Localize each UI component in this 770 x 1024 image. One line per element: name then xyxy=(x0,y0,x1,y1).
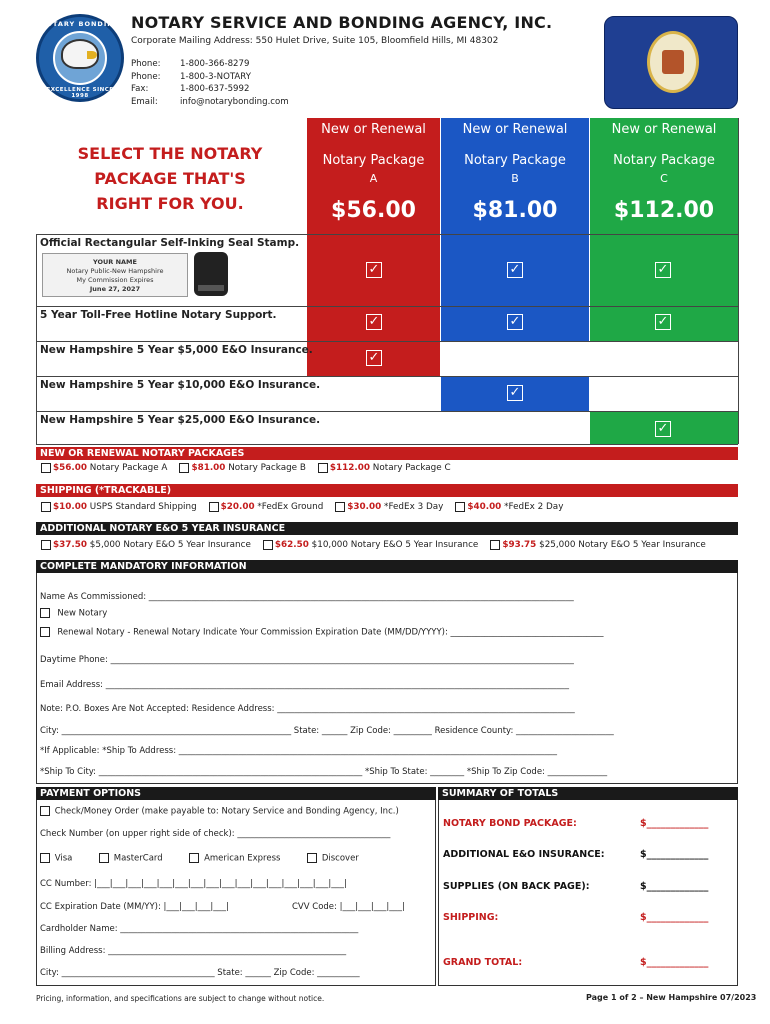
contact-row: Phone: 1-800-366-8279 xyxy=(131,59,250,69)
grid-line xyxy=(36,411,738,412)
package-b-price: $81.00 xyxy=(472,198,558,223)
billing-city-field[interactable]: City: ____________________________________ State: ______ Zip Code: __________ xyxy=(40,968,360,978)
eo-25000-checkbox[interactable] xyxy=(490,540,500,550)
summary-label: NOTARY BOND PACKAGE: xyxy=(443,818,577,829)
feature-eo-5000: New Hampshire 5 Year $5,000 E&O Insurance. xyxy=(40,344,313,356)
seal-bottom-text: EXCELLENCE SINCE 1998 xyxy=(46,87,114,99)
grid-line xyxy=(738,118,739,444)
package-c-column[interactable]: New or Renewal Notary Package C $112.00 xyxy=(590,118,738,444)
check-icon: ✓ xyxy=(366,350,382,366)
package-a-column[interactable]: New or Renewal Notary Package A $56.00 xyxy=(307,118,440,444)
amex-checkbox[interactable] xyxy=(189,853,199,863)
eo-options: $37.50 $5,000 Notary E&O 5 Year Insurance $62.50 $10,000 Notary E&O 5 Year Insurance $93.75 $25,000 Notary E&O 5 Year Insurance xyxy=(41,540,706,550)
payment-options-heading: PAYMENT OPTIONS xyxy=(36,787,436,800)
discover-checkbox[interactable] xyxy=(307,853,317,863)
new-notary-checkbox[interactable] xyxy=(40,608,50,618)
fedex-ground-checkbox[interactable] xyxy=(209,502,219,512)
billing-address-field[interactable]: Billing Address: ________________________________________________________ xyxy=(40,946,347,956)
check-icon: ✓ xyxy=(366,314,382,330)
name-commissioned-field[interactable]: Name As Commissioned: ____________________________________________________________________________________________________ xyxy=(40,592,574,602)
summary-value-field[interactable]: $_____________ xyxy=(640,912,709,923)
stamp-sample: YOUR NAME Notary Public-New Hampshire My Commission Expires June 27, 2027 xyxy=(42,253,188,297)
cc-expiration-field[interactable]: CC Expiration Date (MM/YY): |___|___|___|___| xyxy=(40,902,229,912)
footer-disclaimer: Pricing, information, and specifications are subject to change without notice. xyxy=(36,994,325,1003)
contact-list xyxy=(131,58,289,108)
summary-totals-heading: SUMMARY OF TOTALS xyxy=(438,787,738,800)
check-number-field[interactable]: Check Number (on upper right side of check): ____________________________________ xyxy=(40,829,391,839)
check-icon: ✓ xyxy=(655,421,671,437)
package-options: $56.00 Notary Package A $81.00 Notary Package B $112.00 Notary Package C xyxy=(41,463,451,473)
contact-email[interactable]: info@notarybonding.com xyxy=(180,96,289,107)
email-field[interactable]: Email Address: _____________________________________________________________________________________________________________ xyxy=(40,680,569,690)
stamp-device-icon xyxy=(194,252,228,296)
new-notary-option[interactable]: New Notary xyxy=(40,608,107,619)
empty-cell xyxy=(441,412,589,444)
renewal-notary-checkbox[interactable] xyxy=(40,627,50,637)
contact-row: Fax: 1-800-637-5992 xyxy=(131,84,250,94)
check-icon: ✓ xyxy=(507,385,523,401)
grid-line xyxy=(36,444,738,445)
summary-label: SUPPLIES (ON BACK PAGE): xyxy=(443,881,590,892)
fedex-3day-checkbox[interactable] xyxy=(335,502,345,512)
summary-value-field[interactable]: $_____________ xyxy=(640,818,709,829)
empty-cell xyxy=(590,342,738,412)
cardholder-name-field[interactable]: Cardholder Name: ________________________________________________________ xyxy=(40,924,359,934)
grid-line xyxy=(36,341,738,342)
check-icon: ✓ xyxy=(655,262,671,278)
grid-line xyxy=(36,306,738,307)
eagle-beak xyxy=(87,51,97,59)
visa-checkbox[interactable] xyxy=(40,853,50,863)
fedex-2day-checkbox[interactable] xyxy=(455,502,465,512)
city-state-zip-field[interactable]: City: ______________________________________________________ State: ______ Zip Code: _________ Residence County: _______________________ xyxy=(40,726,614,736)
grand-total-field[interactable]: $_____________ xyxy=(640,957,709,968)
contact-row: Email: info@notarybonding.com xyxy=(131,96,289,107)
summary-value-field[interactable]: $_____________ xyxy=(640,849,709,860)
shipping-options: $10.00 USPS Standard Shipping $20.00 *FedEx Ground $30.00 *FedEx 3 Day $40.00 *FedEx 2 Day xyxy=(41,502,563,512)
cvv-field[interactable]: CVV Code: |___|___|___|___| xyxy=(292,902,405,912)
grid-line xyxy=(36,234,738,235)
package-c-checkbox[interactable] xyxy=(318,463,328,473)
package-c-price: $112.00 xyxy=(613,198,715,223)
eo-insurance-bar: ADDITIONAL NOTARY E&O 5 YEAR INSURANCE xyxy=(36,522,738,535)
ship-to-address-field[interactable]: *If Applicable: *Ship To Address: _________________________________________________________________________________________ xyxy=(40,746,558,756)
summary-label: ADDITIONAL E&O INSURANCE: xyxy=(443,849,605,860)
ship-to-city-field[interactable]: *Ship To City: ______________________________________________________________ *Ship To State: ________ *Ship To Zip Code: ______________ xyxy=(40,767,608,777)
check-icon: ✓ xyxy=(366,262,382,278)
packages-bar: NEW OR RENEWAL NOTARY PACKAGES xyxy=(36,447,738,460)
summary-label: SHIPPING: xyxy=(443,912,499,923)
residence-address-field[interactable]: Note: P.O. Boxes Are Not Accepted: Residence Address: ______________________________________________________________________ xyxy=(40,704,575,714)
company-name: NOTARY SERVICE AND BONDING AGENCY, INC. xyxy=(131,13,553,32)
shipping-bar: SHIPPING (*TRACKABLE) xyxy=(36,484,738,497)
mandatory-bar: COMPLETE MANDATORY INFORMATION xyxy=(36,560,738,573)
company-address: Corporate Mailing Address: 550 Hulet Drive, Suite 105, Bloomfield Hills, MI 48302 xyxy=(131,36,499,46)
check-money-order-option[interactable]: Check/Money Order (make payable to: Notary Service and Bonding Agency, Inc.) xyxy=(40,806,399,817)
seal-top-text: NOTARY BONDING xyxy=(39,20,121,28)
footer-page-number: Page 1 of 2 – New Hampshire 07/2023 xyxy=(586,993,757,1002)
check-icon: ✓ xyxy=(507,262,523,278)
check-money-order-checkbox[interactable] xyxy=(40,806,50,816)
renewal-notary-option[interactable]: Renewal Notary - Renewal Notary Indicate Your Commission Expiration Date (MM/DD/YYYY): ____________________________________ xyxy=(40,627,604,638)
company-seal-logo xyxy=(36,14,124,102)
package-b-checkbox[interactable] xyxy=(179,463,189,473)
grid-line xyxy=(36,234,37,444)
package-b-column[interactable]: New or Renewal Notary Package B $81.00 xyxy=(441,118,589,444)
check-icon: ✓ xyxy=(507,314,523,330)
feature-eo-25000: New Hampshire 5 Year $25,000 E&O Insurance. xyxy=(40,414,321,426)
eo-10000-checkbox[interactable] xyxy=(263,540,273,550)
feature-hotline: 5 Year Toll-Free Hotline Notary Support. xyxy=(40,309,277,321)
empty-cell xyxy=(441,342,589,377)
feature-seal-stamp: Official Rectangular Self-Inking Seal Stamp. xyxy=(40,237,300,249)
package-a-checkbox[interactable] xyxy=(41,463,51,473)
usps-checkbox[interactable] xyxy=(41,502,51,512)
contact-row: Phone: 1-800-3-NOTARY xyxy=(131,71,251,82)
feature-eo-10000: New Hampshire 5 Year $10,000 E&O Insurance. xyxy=(40,379,321,391)
daytime-phone-field[interactable]: Daytime Phone: _____________________________________________________________________________________________________________ xyxy=(40,655,574,665)
check-icon: ✓ xyxy=(655,314,671,330)
state-emblem-icon xyxy=(647,31,699,93)
card-type-options: Visa MasterCard American Express Discover xyxy=(40,853,359,864)
grand-total-label: GRAND TOTAL: xyxy=(443,957,523,968)
state-flag-icon xyxy=(604,16,738,109)
summary-value-field[interactable]: $_____________ xyxy=(640,881,709,892)
package-a-price: $56.00 xyxy=(331,198,416,223)
select-package-title: SELECT THE NOTARY PACKAGE THAT'S RIGHT FOR YOU. xyxy=(77,144,263,213)
mastercard-checkbox[interactable] xyxy=(99,853,109,863)
grid-line xyxy=(36,376,738,377)
eo-5000-checkbox[interactable] xyxy=(41,540,51,550)
cc-number-field[interactable]: CC Number: |___|___|___|___|___|___|___|___|___|___|___|___|___|___|___|___| xyxy=(40,879,347,889)
